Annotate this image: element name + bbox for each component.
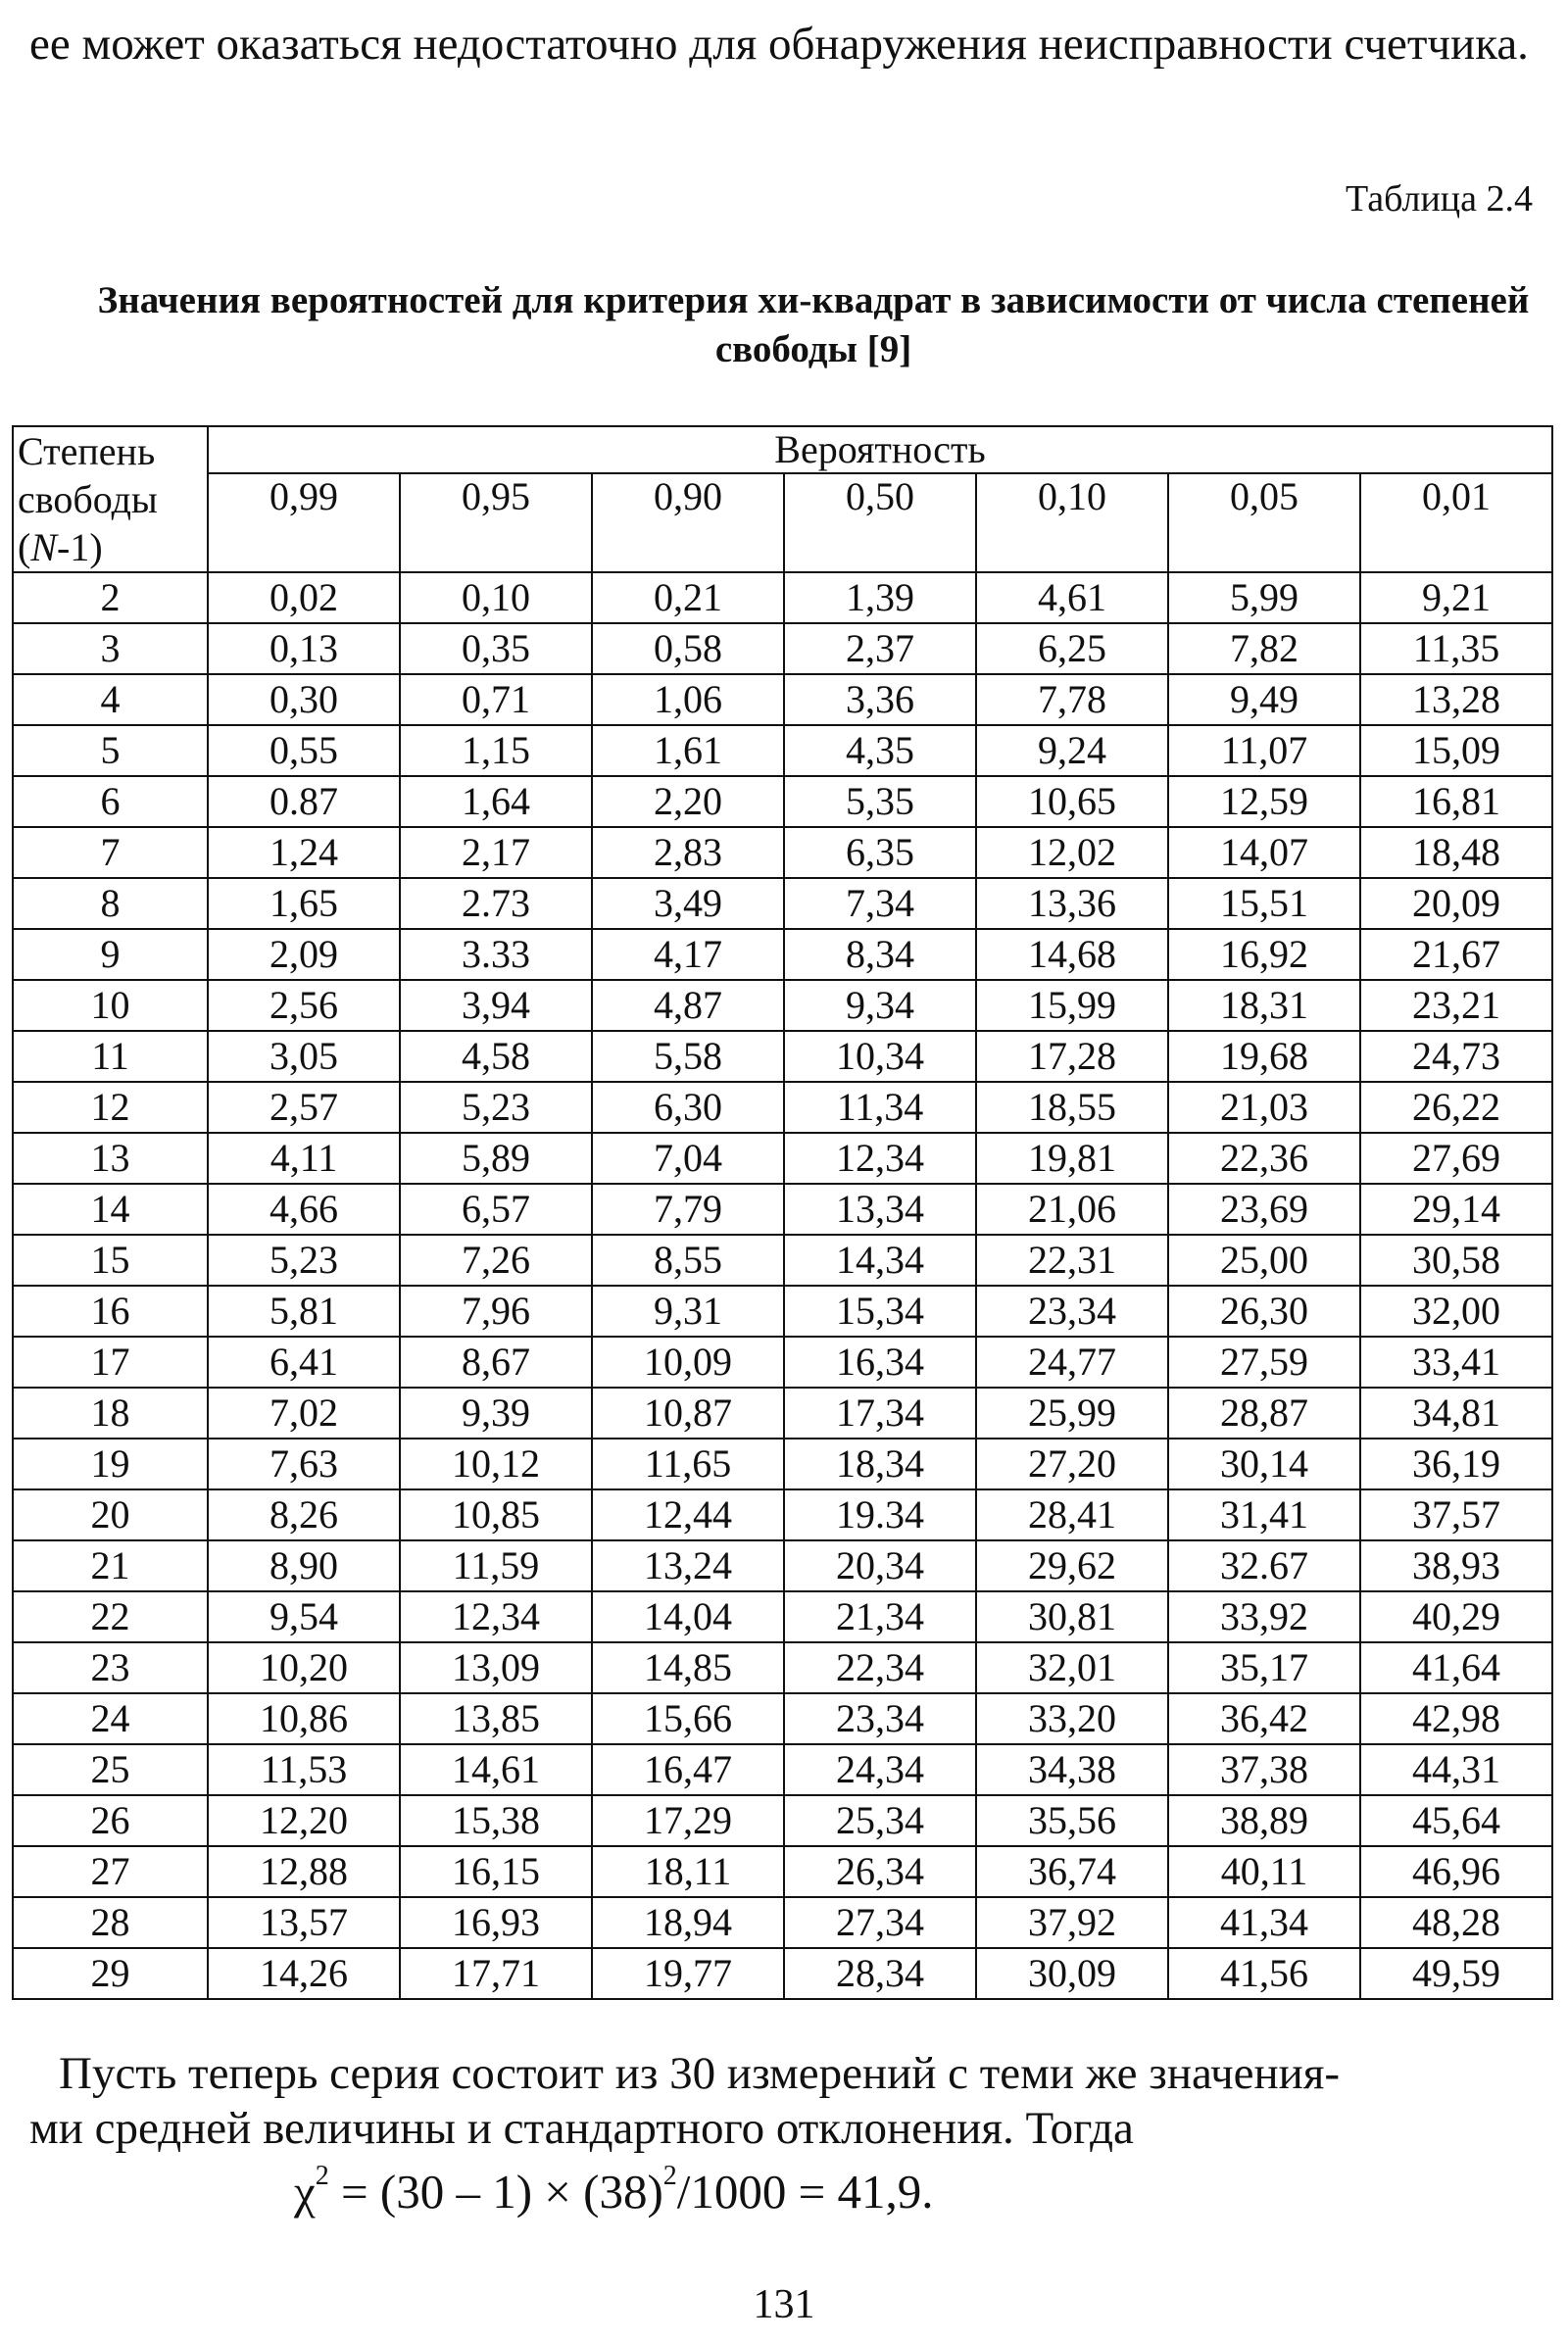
value-cell: 13,24 [592, 1540, 784, 1591]
value-cell: 7,79 [592, 1184, 784, 1235]
value-cell: 0,58 [592, 623, 784, 674]
value-cell: 23,69 [1168, 1184, 1360, 1235]
value-cell: 10,85 [400, 1489, 592, 1540]
value-cell: 32.67 [1168, 1540, 1360, 1591]
value-cell: 13,34 [784, 1184, 976, 1235]
value-cell: 34,81 [1360, 1388, 1552, 1439]
value-cell: 2,09 [208, 929, 400, 980]
value-cell: 3,05 [208, 1031, 400, 1082]
value-cell: 0,10 [400, 572, 592, 623]
probability-column-header: 0,95 [400, 473, 592, 572]
df-cell: 10 [13, 980, 208, 1031]
value-cell: 32,01 [976, 1642, 1168, 1693]
df-cell: 14 [13, 1184, 208, 1235]
value-cell: 2,56 [208, 980, 400, 1031]
value-cell: 13,85 [400, 1693, 592, 1744]
value-cell: 28,41 [976, 1489, 1168, 1540]
value-cell: 0,13 [208, 623, 400, 674]
df-cell: 22 [13, 1591, 208, 1642]
value-cell: 14,04 [592, 1591, 784, 1642]
value-cell: 32,00 [1360, 1286, 1552, 1337]
value-cell: 4,61 [976, 572, 1168, 623]
value-cell: 13,57 [208, 1897, 400, 1948]
value-cell: 28,87 [1168, 1388, 1360, 1439]
value-cell: 5,23 [400, 1082, 592, 1133]
value-cell: 18,94 [592, 1897, 784, 1948]
df-cell: 13 [13, 1133, 208, 1184]
df-cell: 26 [13, 1795, 208, 1846]
value-cell: 4,87 [592, 980, 784, 1031]
value-cell: 9,39 [400, 1388, 592, 1439]
value-cell: 21,06 [976, 1184, 1168, 1235]
value-cell: 21,67 [1360, 929, 1552, 980]
table-row [13, 1235, 1552, 1286]
value-cell: 11,34 [784, 1082, 976, 1133]
value-cell: 6,30 [592, 1082, 784, 1133]
value-cell: 7,26 [400, 1235, 592, 1286]
table-header-row [13, 426, 1552, 473]
df-cell: 2 [13, 572, 208, 623]
value-cell: 12,02 [976, 827, 1168, 878]
table-row [13, 1744, 1552, 1795]
value-cell: 46,96 [1360, 1846, 1552, 1897]
value-cell: 18,34 [784, 1439, 976, 1489]
value-cell: 21,03 [1168, 1082, 1360, 1133]
df-cell: 12 [13, 1082, 208, 1133]
value-cell: 10,20 [208, 1642, 400, 1693]
value-cell: 18,11 [592, 1846, 784, 1897]
probability-header-row [13, 473, 1552, 572]
table-row [13, 1642, 1552, 1693]
value-cell: 30,09 [976, 1948, 1168, 1999]
value-cell: 33,92 [1168, 1591, 1360, 1642]
table-row [13, 1184, 1552, 1235]
value-cell: 11,59 [400, 1540, 592, 1591]
table-row [13, 1897, 1552, 1948]
value-cell: 16,81 [1360, 776, 1552, 827]
value-cell: 6,57 [400, 1184, 592, 1235]
table-row [13, 878, 1552, 929]
probability-column-header: 0,05 [1168, 473, 1360, 572]
value-cell: 30,81 [976, 1591, 1168, 1642]
table-row [13, 1337, 1552, 1388]
table-row [13, 1439, 1552, 1489]
value-cell: 44,31 [1360, 1744, 1552, 1795]
value-cell: 0,02 [208, 572, 400, 623]
conclusion-line-1: Пусть теперь серия состоит из 30 измерений с теми же значения- [59, 2048, 1341, 2099]
value-cell: 12,20 [208, 1795, 400, 1846]
value-cell: 4,58 [400, 1031, 592, 1082]
value-cell: 26,34 [784, 1846, 976, 1897]
value-cell: 20,09 [1360, 878, 1552, 929]
value-cell: 41,64 [1360, 1642, 1552, 1693]
value-cell: 12,59 [1168, 776, 1360, 827]
probability-column-header: 0,01 [1360, 473, 1552, 572]
df-cell: 23 [13, 1642, 208, 1693]
value-cell: 25,34 [784, 1795, 976, 1846]
value-cell: 45,64 [1360, 1795, 1552, 1846]
value-cell: 27,59 [1168, 1337, 1360, 1388]
value-cell: 49,59 [1360, 1948, 1552, 1999]
df-cell: 27 [13, 1846, 208, 1897]
value-cell: 14,34 [784, 1235, 976, 1286]
chi-square-formula: $\chi^2 = (30 - 1) \times (38)^2/1000 = 41,9$. [294, 2161, 934, 2219]
value-cell: 17,71 [400, 1948, 592, 1999]
conclusion-line-2: ми средней величины и стандартного отклонения. Тогда [29, 2103, 1134, 2154]
table-label: Таблица 2.4 [1345, 178, 1533, 220]
value-cell: 40,11 [1168, 1846, 1360, 1897]
value-cell: 4,35 [784, 725, 976, 776]
value-cell: 22,36 [1168, 1133, 1360, 1184]
table-row [13, 1031, 1552, 1082]
df-cell: 5 [13, 725, 208, 776]
table-row [13, 1693, 1552, 1744]
value-cell: 15,51 [1168, 878, 1360, 929]
value-cell: 3,49 [592, 878, 784, 929]
value-cell: 7,04 [592, 1133, 784, 1184]
df-cell: 20 [13, 1489, 208, 1540]
value-cell: 37,92 [976, 1897, 1168, 1948]
value-cell: 4,66 [208, 1184, 400, 1235]
value-cell: 16,92 [1168, 929, 1360, 980]
probability-group-header: Вероятность [208, 426, 1552, 473]
value-cell: 13,28 [1360, 674, 1552, 725]
page-number: 131 [753, 2282, 815, 2327]
value-cell: 17,29 [592, 1795, 784, 1846]
value-cell: 10,65 [976, 776, 1168, 827]
value-cell: 40,29 [1360, 1591, 1552, 1642]
value-cell: 15,34 [784, 1286, 976, 1337]
value-cell: 15,66 [592, 1693, 784, 1744]
value-cell: 7,34 [784, 878, 976, 929]
table-title: Значения вероятностей для критерия хи-квадрат в зависимости от числа степеней свободы [9] [97, 279, 1530, 370]
value-cell: 14,26 [208, 1948, 400, 1999]
value-cell: 1,06 [592, 674, 784, 725]
value-cell: 38,93 [1360, 1540, 1552, 1591]
value-cell: 36,19 [1360, 1439, 1552, 1489]
value-cell: 37,38 [1168, 1744, 1360, 1795]
value-cell: 12,44 [592, 1489, 784, 1540]
probability-column-header: 0,50 [784, 473, 976, 572]
value-cell: 18,31 [1168, 980, 1360, 1031]
df-cell: 24 [13, 1693, 208, 1744]
value-cell: 29,62 [976, 1540, 1168, 1591]
df-cell: 9 [13, 929, 208, 980]
table-row [13, 572, 1552, 623]
value-cell: 4,11 [208, 1133, 400, 1184]
value-cell: 18,55 [976, 1082, 1168, 1133]
df-cell: 8 [13, 878, 208, 929]
value-cell: 1,15 [400, 725, 592, 776]
value-cell: 12,34 [400, 1591, 592, 1642]
value-cell: 10,34 [784, 1031, 976, 1082]
value-cell: 9,21 [1360, 572, 1552, 623]
value-cell: 6,41 [208, 1337, 400, 1388]
df-cell: 29 [13, 1948, 208, 1999]
value-cell: 25,00 [1168, 1235, 1360, 1286]
value-cell: 15,38 [400, 1795, 592, 1846]
value-cell: 16,47 [592, 1744, 784, 1795]
chi-square-table [12, 425, 1553, 2000]
value-cell: 9,54 [208, 1591, 400, 1642]
value-cell: 16,34 [784, 1337, 976, 1388]
table-row [13, 725, 1552, 776]
table-row [13, 623, 1552, 674]
table-row [13, 776, 1552, 827]
value-cell: 10,86 [208, 1693, 400, 1744]
value-cell: 11,65 [592, 1439, 784, 1489]
value-cell: 7,02 [208, 1388, 400, 1439]
value-cell: 2,37 [784, 623, 976, 674]
value-cell: 2.73 [400, 878, 592, 929]
value-cell: 26,30 [1168, 1286, 1360, 1337]
df-cell: 4 [13, 674, 208, 725]
value-cell: 2,57 [208, 1082, 400, 1133]
value-cell: 15,99 [976, 980, 1168, 1031]
value-cell: 1,24 [208, 827, 400, 878]
value-cell: 23,34 [976, 1286, 1168, 1337]
value-cell: 0,55 [208, 725, 400, 776]
value-cell: 17,28 [976, 1031, 1168, 1082]
value-cell: 0,71 [400, 674, 592, 725]
table-row [13, 1489, 1552, 1540]
value-cell: 14,68 [976, 929, 1168, 980]
value-cell: 1,64 [400, 776, 592, 827]
value-cell: 5,23 [208, 1235, 400, 1286]
value-cell: 11,07 [1168, 725, 1360, 776]
value-cell: 25,99 [976, 1388, 1168, 1439]
table-row [13, 1948, 1552, 1999]
value-cell: 8,90 [208, 1540, 400, 1591]
df-column-header: Степень свободы (N-1) [13, 426, 208, 572]
table-row [13, 1082, 1552, 1133]
value-cell: 22,31 [976, 1235, 1168, 1286]
value-cell: 21,34 [784, 1591, 976, 1642]
value-cell: 2,83 [592, 827, 784, 878]
table-row [13, 929, 1552, 980]
value-cell: 0,30 [208, 674, 400, 725]
value-cell: 0,21 [592, 572, 784, 623]
df-cell: 25 [13, 1744, 208, 1795]
value-cell: 3,36 [784, 674, 976, 725]
value-cell: 24,77 [976, 1337, 1168, 1388]
value-cell: 28,34 [784, 1948, 976, 1999]
value-cell: 11,35 [1360, 623, 1552, 674]
probability-column-header: 0,10 [976, 473, 1168, 572]
value-cell: 22,34 [784, 1642, 976, 1693]
value-cell: 5,81 [208, 1286, 400, 1337]
value-cell: 1,61 [592, 725, 784, 776]
value-cell: 33,20 [976, 1693, 1168, 1744]
df-cell: 16 [13, 1286, 208, 1337]
value-cell: 14,85 [592, 1642, 784, 1693]
table-row [13, 1286, 1552, 1337]
value-cell: 27,34 [784, 1897, 976, 1948]
value-cell: 29,14 [1360, 1184, 1552, 1235]
value-cell: 7,63 [208, 1439, 400, 1489]
df-cell: 11 [13, 1031, 208, 1082]
df-cell: 15 [13, 1235, 208, 1286]
df-cell: 17 [13, 1337, 208, 1388]
table-row [13, 1540, 1552, 1591]
value-cell: 26,22 [1360, 1082, 1552, 1133]
value-cell: 6,35 [784, 827, 976, 878]
value-cell: 27,20 [976, 1439, 1168, 1489]
value-cell: 20,34 [784, 1540, 976, 1591]
probability-column-header: 0,90 [592, 473, 784, 572]
value-cell: 9,49 [1168, 674, 1360, 725]
value-cell: 13,09 [400, 1642, 592, 1693]
value-cell: 35,56 [976, 1795, 1168, 1846]
value-cell: 34,38 [976, 1744, 1168, 1795]
intro-paragraph: ее может оказаться недостаточно для обнаружения неисправности счетчика. [29, 19, 1529, 70]
table-body [13, 572, 1552, 1999]
table-row [13, 1846, 1552, 1897]
df-cell: 18 [13, 1388, 208, 1439]
probability-column-header: 0,99 [208, 473, 400, 572]
value-cell: 19,81 [976, 1133, 1168, 1184]
df-cell: 21 [13, 1540, 208, 1591]
value-cell: 14,61 [400, 1744, 592, 1795]
value-cell: 8,55 [592, 1235, 784, 1286]
value-cell: 3,94 [400, 980, 592, 1031]
table-row [13, 1591, 1552, 1642]
value-cell: 36,74 [976, 1846, 1168, 1897]
value-cell: 38,89 [1168, 1795, 1360, 1846]
value-cell: 30,14 [1168, 1439, 1360, 1489]
value-cell: 8,34 [784, 929, 976, 980]
value-cell: 16,93 [400, 1897, 592, 1948]
value-cell: 16,15 [400, 1846, 592, 1897]
value-cell: 30,58 [1360, 1235, 1552, 1286]
value-cell: 36,42 [1168, 1693, 1360, 1744]
value-cell: 33,41 [1360, 1337, 1552, 1388]
value-cell: 10,12 [400, 1439, 592, 1489]
value-cell: 42,98 [1360, 1693, 1552, 1744]
value-cell: 7,96 [400, 1286, 592, 1337]
conclusion-paragraph [29, 2046, 1539, 2156]
table-row [13, 1388, 1552, 1439]
df-cell: 3 [13, 623, 208, 674]
value-cell: 23,21 [1360, 980, 1552, 1031]
value-cell: 31,41 [1168, 1489, 1360, 1540]
value-cell: 13,36 [976, 878, 1168, 929]
value-cell: 48,28 [1360, 1897, 1552, 1948]
value-cell: 7,78 [976, 674, 1168, 725]
value-cell: 5,35 [784, 776, 976, 827]
table-row [13, 827, 1552, 878]
value-cell: 1,39 [784, 572, 976, 623]
value-cell: 5,89 [400, 1133, 592, 1184]
value-cell: 6,25 [976, 623, 1168, 674]
df-cell: 19 [13, 1439, 208, 1489]
value-cell: 37,57 [1360, 1489, 1552, 1540]
value-cell: 8,26 [208, 1489, 400, 1540]
value-cell: 18,48 [1360, 827, 1552, 878]
value-cell: 19.34 [784, 1489, 976, 1540]
value-cell: 35,17 [1168, 1642, 1360, 1693]
value-cell: 12,34 [784, 1133, 976, 1184]
value-cell: 24,73 [1360, 1031, 1552, 1082]
table-row [13, 674, 1552, 725]
table-row [13, 980, 1552, 1031]
value-cell: 41,56 [1168, 1948, 1360, 1999]
value-cell: 5,58 [592, 1031, 784, 1082]
value-cell: 41,34 [1168, 1897, 1360, 1948]
df-cell: 28 [13, 1897, 208, 1948]
value-cell: 11,53 [208, 1744, 400, 1795]
table-row [13, 1795, 1552, 1846]
df-cell: 6 [13, 776, 208, 827]
value-cell: 7,82 [1168, 623, 1360, 674]
value-cell: 27,69 [1360, 1133, 1552, 1184]
value-cell: 2,17 [400, 827, 592, 878]
df-cell: 7 [13, 827, 208, 878]
value-cell: 5,99 [1168, 572, 1360, 623]
value-cell: 8,67 [400, 1337, 592, 1388]
value-cell: 14,07 [1168, 827, 1360, 878]
value-cell: 23,34 [784, 1693, 976, 1744]
value-cell: 17,34 [784, 1388, 976, 1439]
value-cell: 9,31 [592, 1286, 784, 1337]
value-cell: 15,09 [1360, 725, 1552, 776]
value-cell: 9,34 [784, 980, 976, 1031]
value-cell: 24,34 [784, 1744, 976, 1795]
value-cell: 9,24 [976, 725, 1168, 776]
value-cell: 2,20 [592, 776, 784, 827]
value-cell: 19,77 [592, 1948, 784, 1999]
value-cell: 10,09 [592, 1337, 784, 1388]
value-cell: 19,68 [1168, 1031, 1360, 1082]
value-cell: 10,87 [592, 1388, 784, 1439]
value-cell: 1,65 [208, 878, 400, 929]
table-row [13, 1133, 1552, 1184]
value-cell: 3.33 [400, 929, 592, 980]
value-cell: 4,17 [592, 929, 784, 980]
value-cell: 0.87 [208, 776, 400, 827]
value-cell: 0,35 [400, 623, 592, 674]
value-cell: 12,88 [208, 1846, 400, 1897]
